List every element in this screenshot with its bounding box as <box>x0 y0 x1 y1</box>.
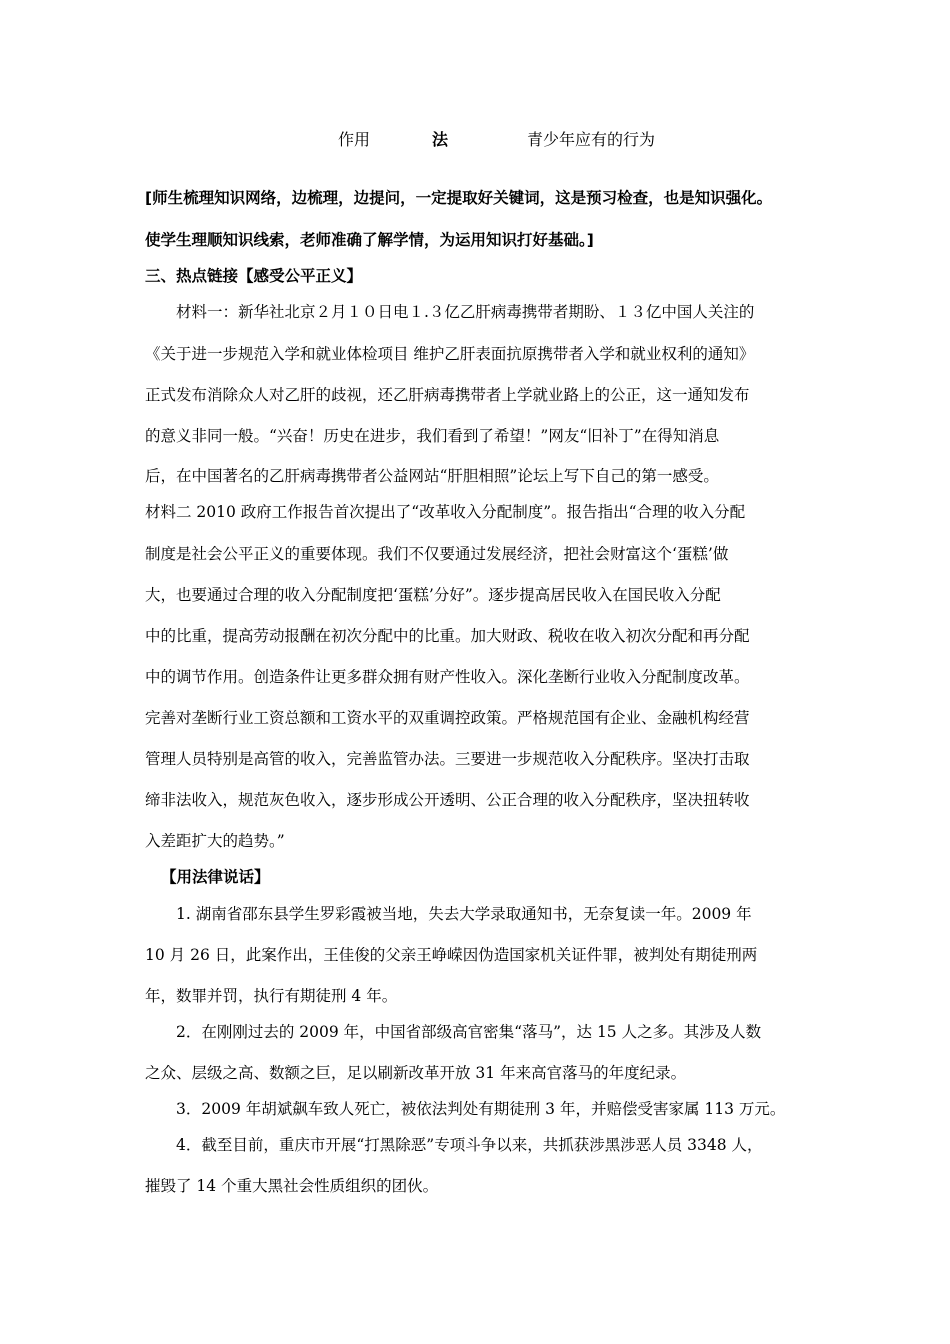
material2-line: 制度是社会公平正义的重要体现。我们不仅要通过发展经济，把社会财富这个‘蛋糕’做 <box>145 545 729 563</box>
material2-line: 大，也要通过合理的收入分配制度把‘蛋糕’分好”。逐步提高居民收入在国民收入分配 <box>145 586 721 604</box>
material1-line: 材料一：新华社北京２月１０日电１.３亿乙肝病毒携带者期盼、１３亿中国人关注的 <box>176 303 755 321</box>
law-item-line: 3．2009 年胡斌飙车致人死亡，被依法判处有期徒刑 3 年，并赔偿受害家属 113 万元。 <box>176 1100 786 1118</box>
material2-line: 中的比重，提高劳动报酬在初次分配中的比重。加大财政、税收在收入初次分配和再分配 <box>145 627 750 645</box>
law-item-line: 年，数罪并罚，执行有期徒刑 4 年。 <box>145 987 398 1005</box>
material1-line: 《关于进一步规范入学和就业体检项目 维护乙肝表面抗原携带者入学和就业权利的通知》 <box>145 345 755 363</box>
law-title: 【用法律说话】 <box>161 868 270 886</box>
law-item-line: 4．截至目前，重庆市开展“打黑除恶”专项斗争以来，共抓获涉黑涉恶人员 3348 人， <box>176 1136 763 1154</box>
section3-title: 三、热点链接【感受公平正义】 <box>145 267 363 285</box>
material2-line: 中的调节作用。创造条件让更多群众拥有财产性收入。深化垄断行业收入分配制度改革。 <box>145 668 750 686</box>
note-line: [师生梳理知识网络，边梳理，边提问，一定提取好关键词，这是预习检查，也是知识强化。 <box>145 189 773 207</box>
material2-line: 管理人员特别是高管的收入，完善监管办法。三要进一步规范收入分配秩序。坚决打击取 <box>145 750 750 768</box>
material2-line: 缔非法收入，规范灰色收入，逐步形成公开透明、公正合理的收入分配秩序，坚决扭转收 <box>145 791 750 809</box>
heading-left: 作用 <box>338 130 371 149</box>
material2-line: 入差距扩大的趋势。” <box>145 832 285 850</box>
heading-center: 法 <box>432 130 449 149</box>
heading-right: 青少年应有的行为 <box>527 130 656 149</box>
material1-line: 正式发布消除众人对乙肝的歧视，还乙肝病毒携带者上学就业路上的公正，这一通知发布 <box>145 386 750 404</box>
law-item-line: 10 月 26 日，此案作出，王佳俊的父亲王峥嵘因伪造国家机关证件罪，被判处有期徒刑两 <box>145 946 758 964</box>
material2-line: 材料二 2010 政府工作报告首次提出了“改革收入分配制度”。报告指出“合理的收入分配 <box>145 503 746 521</box>
law-item-line: 之众、层级之高、数额之巨，足以刷新改革开放 31 年来高官落马的年度纪录。 <box>145 1064 687 1082</box>
note-line: 使学生理顺知识线索，老师准确了解学情，为运用知识打好基础。] <box>145 231 594 249</box>
law-item-line: 2．在刚刚过去的 2009 年，中国省部级高官密集“落马”，达 15 人之多。其涉及人数 <box>176 1023 762 1041</box>
material1-line: 的意义非同一般。“兴奋！历史在进步，我们看到了希望！”网友“旧补丁”在得知消息 <box>145 427 720 445</box>
law-item-line: 1. 湖南省邵东县学生罗彩霞被当地，失去大学录取通知书，无奈复读一年。2009 年 <box>176 905 752 923</box>
material1-line: 后，在中国著名的乙肝病毒携带者公益网站“肝胆相照”论坛上写下自己的第一感受。 <box>145 467 719 485</box>
material2-line: 完善对垄断行业工资总额和工资水平的双重调控政策。严格规范国有企业、金融机构经营 <box>145 709 750 727</box>
law-item-line: 摧毁了 14 个重大黑社会性质组织的团伙。 <box>145 1177 439 1195</box>
